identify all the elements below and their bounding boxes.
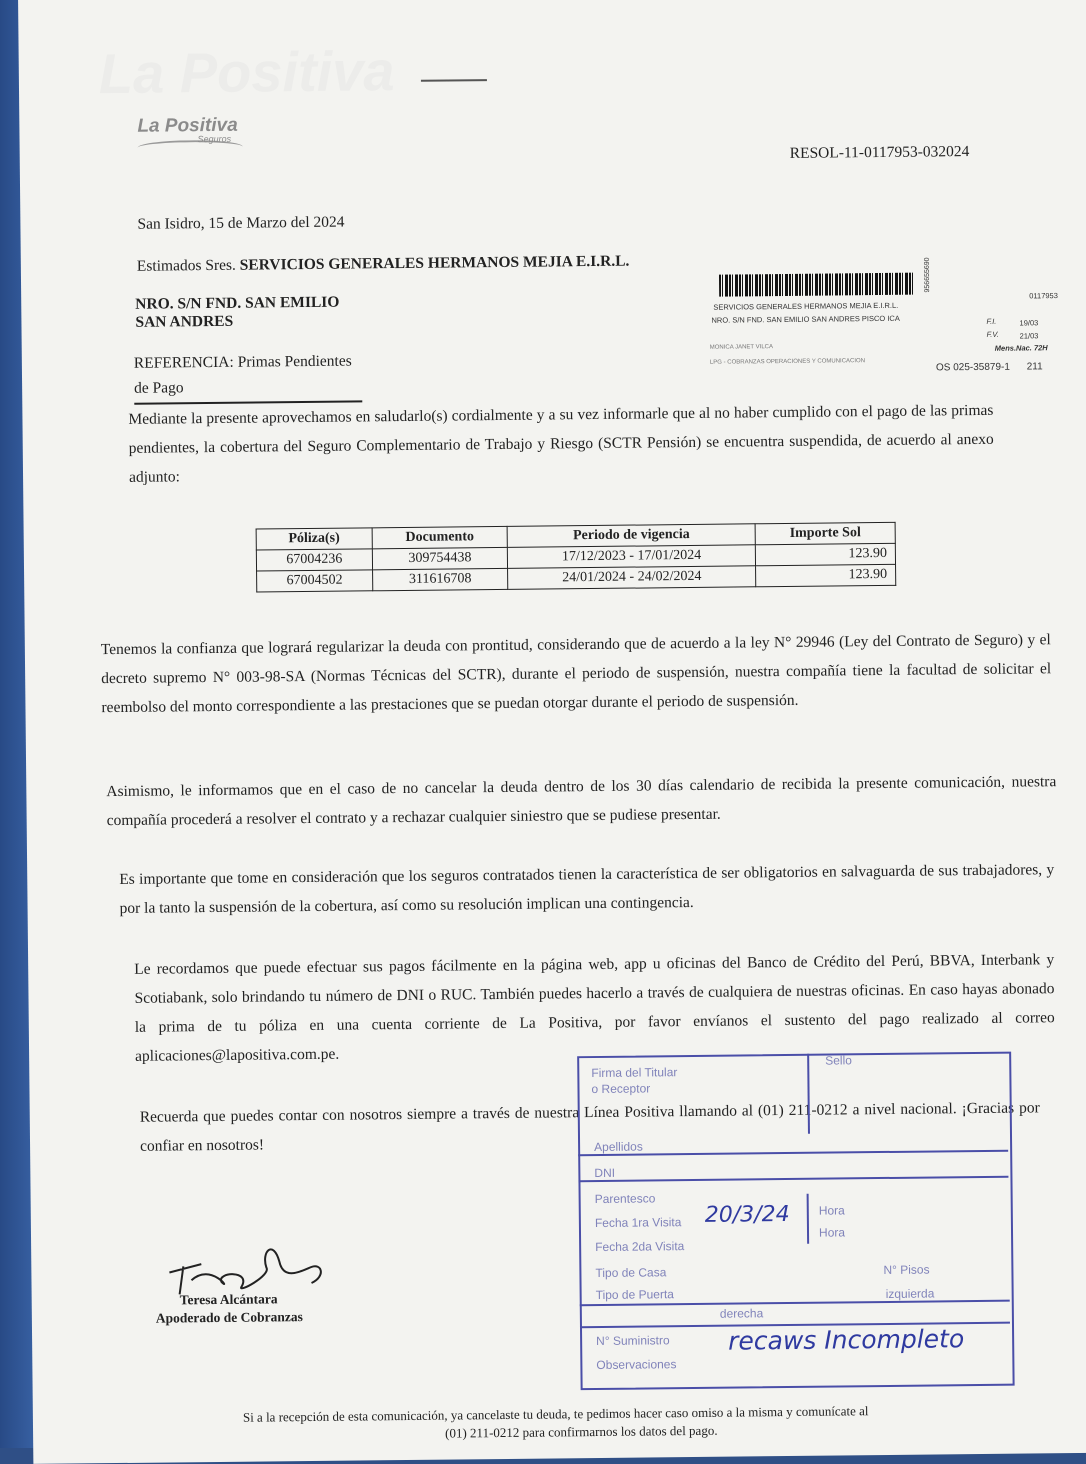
barcode-number: 956655690 bbox=[923, 257, 932, 293]
label-mens: Mens.Nac. 72H bbox=[994, 343, 1048, 353]
table-header: Periodo de vigencia bbox=[507, 524, 755, 548]
footer-line-2: (01) 211-0212 para confirmarnos los datos del pago. bbox=[445, 1422, 718, 1441]
label-os bbox=[936, 361, 1043, 373]
addressee-company: SERVICIOS GENERALES HERMANOS MEJIA E.I.R.L. bbox=[239, 252, 630, 274]
label-fi: F.I. bbox=[986, 316, 997, 326]
stamp-puerta: Tipo de Puerta bbox=[595, 1287, 675, 1303]
stamp-izquierda: izquierda bbox=[885, 1286, 935, 1301]
stamp-casa: Tipo de Casa bbox=[595, 1265, 667, 1281]
table-cell: 123.90 bbox=[755, 543, 895, 565]
label-fi-value: 19/03 bbox=[1019, 318, 1039, 328]
reference-code: RESOL-11-0117953-032024 bbox=[789, 143, 970, 162]
footer-line-1: Si a la recepción de esta comunicación, ya cancelaste tu deuda, te pedimos hacer caso omiso a la misma y comunícate al bbox=[242, 1403, 869, 1425]
salutation-prefix: Estimados Sres. bbox=[136, 256, 236, 275]
barcode-icon bbox=[719, 273, 914, 297]
letter-page bbox=[18, 0, 1086, 1464]
paragraph-2: Tenemos la confianza que logrará regularizar la deuda con prontitud, considerando que de acuerdo a la ley N° 29946 (Ley del Contrato de Seguro) y el decreto supremo N° 003-98-SA (Normas Técnicas del SCTR), durante el periodo de suspensión, nuestra compañía tiene la facultad de solicitar el reembolso del monto correspondiente a las prestaciones que se puedan otorgar durante el periodo de suspensión. bbox=[100, 631, 1052, 717]
stamp-firma: Firma del Titular bbox=[591, 1065, 678, 1081]
label-address: NRO. S/N FND. SAN EMILIO SAN ANDRES PISCO ICA bbox=[711, 313, 900, 325]
stamp-sello: Sello bbox=[825, 1053, 852, 1068]
table-cell: 311616708 bbox=[372, 568, 508, 590]
policy-table bbox=[256, 522, 897, 593]
watermark-logo: La Positiva bbox=[98, 39, 395, 106]
reference-line bbox=[134, 348, 363, 404]
stamp-derecha: derecha bbox=[719, 1306, 764, 1321]
label-dept: LPG - COBRANZAS OPERACIONES Y COMUNICACION bbox=[709, 358, 866, 366]
table-cell: 67004502 bbox=[257, 570, 373, 592]
stamp-parentesco: Parentesco bbox=[594, 1191, 656, 1207]
logo-name: La Positiva bbox=[137, 114, 238, 137]
reference-label: REFERENCIA: bbox=[133, 353, 234, 372]
table-header: Importe Sol bbox=[755, 522, 895, 544]
stamp-fecha1: Fecha 1ra Visita bbox=[594, 1215, 682, 1231]
table-cell: 67004236 bbox=[256, 549, 372, 571]
logo-sub: Seguros bbox=[197, 133, 232, 145]
label-os-value: 025-35879-1 bbox=[953, 361, 1010, 374]
paragraph-6: Recuerda que puedes contar con nosotros siempre a través de nuestra Línea Positiva llamando al (01) 211-0212 a nivel nacional. ¡Gracias por confiar en nosotros! bbox=[139, 1099, 1040, 1155]
paragraph-1: Mediante la presente aprovechamos en saludarlo(s) cordialmente y a su vez informarle que al no haber cumplido con el pago de las primas pendientes, la cobertura del Seguro Complementario de Trabajo y Riesgo (SCTR Pensión) se encuentra suspendida, de acuerdo al anexo adjunto: bbox=[128, 401, 994, 486]
table-cell: 123.90 bbox=[756, 564, 896, 586]
label-os-num: 211 bbox=[1026, 361, 1043, 373]
paragraph-4: Es importante que tome en consideración que los seguros contratados tienen la característica de ser obligatorios en salvaguarda de sus trabajadores, y por la tanto la suspensión de la cobertura, así como su resolución implican una contingencia. bbox=[119, 861, 1055, 917]
label-fv-value: 21/03 bbox=[1019, 331, 1039, 341]
label-code: 0117953 bbox=[1029, 291, 1058, 301]
table-cell: 17/12/2023 - 17/01/2024 bbox=[508, 545, 756, 569]
table-header: Documento bbox=[372, 526, 508, 548]
stamp-obs: Observaciones bbox=[596, 1357, 677, 1373]
stamp-hora2: Hora bbox=[818, 1225, 846, 1240]
stamp-fecha2: Fecha 2da Visita bbox=[595, 1239, 685, 1255]
delivery-label bbox=[709, 257, 1086, 383]
company-logo bbox=[137, 115, 242, 155]
stamp-dni: DNI bbox=[594, 1165, 616, 1181]
table-cell: 309754438 bbox=[372, 547, 508, 569]
stamp-suministro: N° Suministro bbox=[596, 1333, 670, 1349]
handwritten-date: 20/3/24 bbox=[704, 1201, 790, 1228]
label-os-label: OS bbox=[935, 362, 951, 374]
stamp-receptor: o Receptor bbox=[591, 1081, 651, 1097]
salutation bbox=[137, 249, 630, 279]
stamp-pisos: N° Pisos bbox=[883, 1262, 930, 1278]
address-line-1: NRO. S/N FND. SAN EMILIO bbox=[135, 293, 340, 313]
reference-text: Primas Pendientes de Pago bbox=[134, 352, 352, 397]
label-person: MONICA JANET VILCA bbox=[709, 344, 774, 351]
signer-name: Teresa Alcántara bbox=[179, 1291, 278, 1308]
handwritten-note: recaws Incompleto bbox=[727, 1324, 965, 1356]
staple-mark bbox=[421, 79, 487, 82]
signer-role: Apoderado de Cobranzas bbox=[155, 1309, 303, 1326]
date-line: San Isidro, 15 de Marzo del 2024 bbox=[137, 213, 345, 233]
paragraph-3: Asimismo, le informamos que en el caso de no cancelar la deuda dentro de los 30 días calendario de recibida la presente comunicación, nuestra compañía procederá a resolver el contrato y a rechazar cualquier siniestro que se pudiese presentar. bbox=[106, 773, 1057, 830]
paragraph-5: Le recordamos que puede efectuar sus pagos fácilmente en la página web, app u oficinas del Banco de Crédito del Perú, BBVA, Interbank y Scotiabank, solo brindando tu número de DNI o RUC. También puedes hacerlo a través de cualquiera de nuestras oficinas. En caso hayas abonado la prima de tu póliza en una cuenta corriente de La Positiva, por favor envíanos el sustento del pago realizado al correo aplicaciones@lapositiva.com.pe. bbox=[134, 951, 1055, 1065]
address-line-2: SAN ANDRES bbox=[135, 312, 234, 331]
receipt-stamp bbox=[577, 1052, 1021, 1397]
stamp-apellidos: Apellidos bbox=[594, 1139, 643, 1155]
table-header: Póliza(s) bbox=[256, 528, 372, 550]
table-cell: 24/01/2024 - 24/02/2024 bbox=[508, 566, 756, 590]
stamp-hora1: Hora bbox=[818, 1203, 845, 1218]
label-company: SERVICIOS GENERALES HERMANOS MEJIA E.I.R.L. bbox=[713, 300, 899, 312]
label-fv: F.V. bbox=[986, 329, 999, 339]
